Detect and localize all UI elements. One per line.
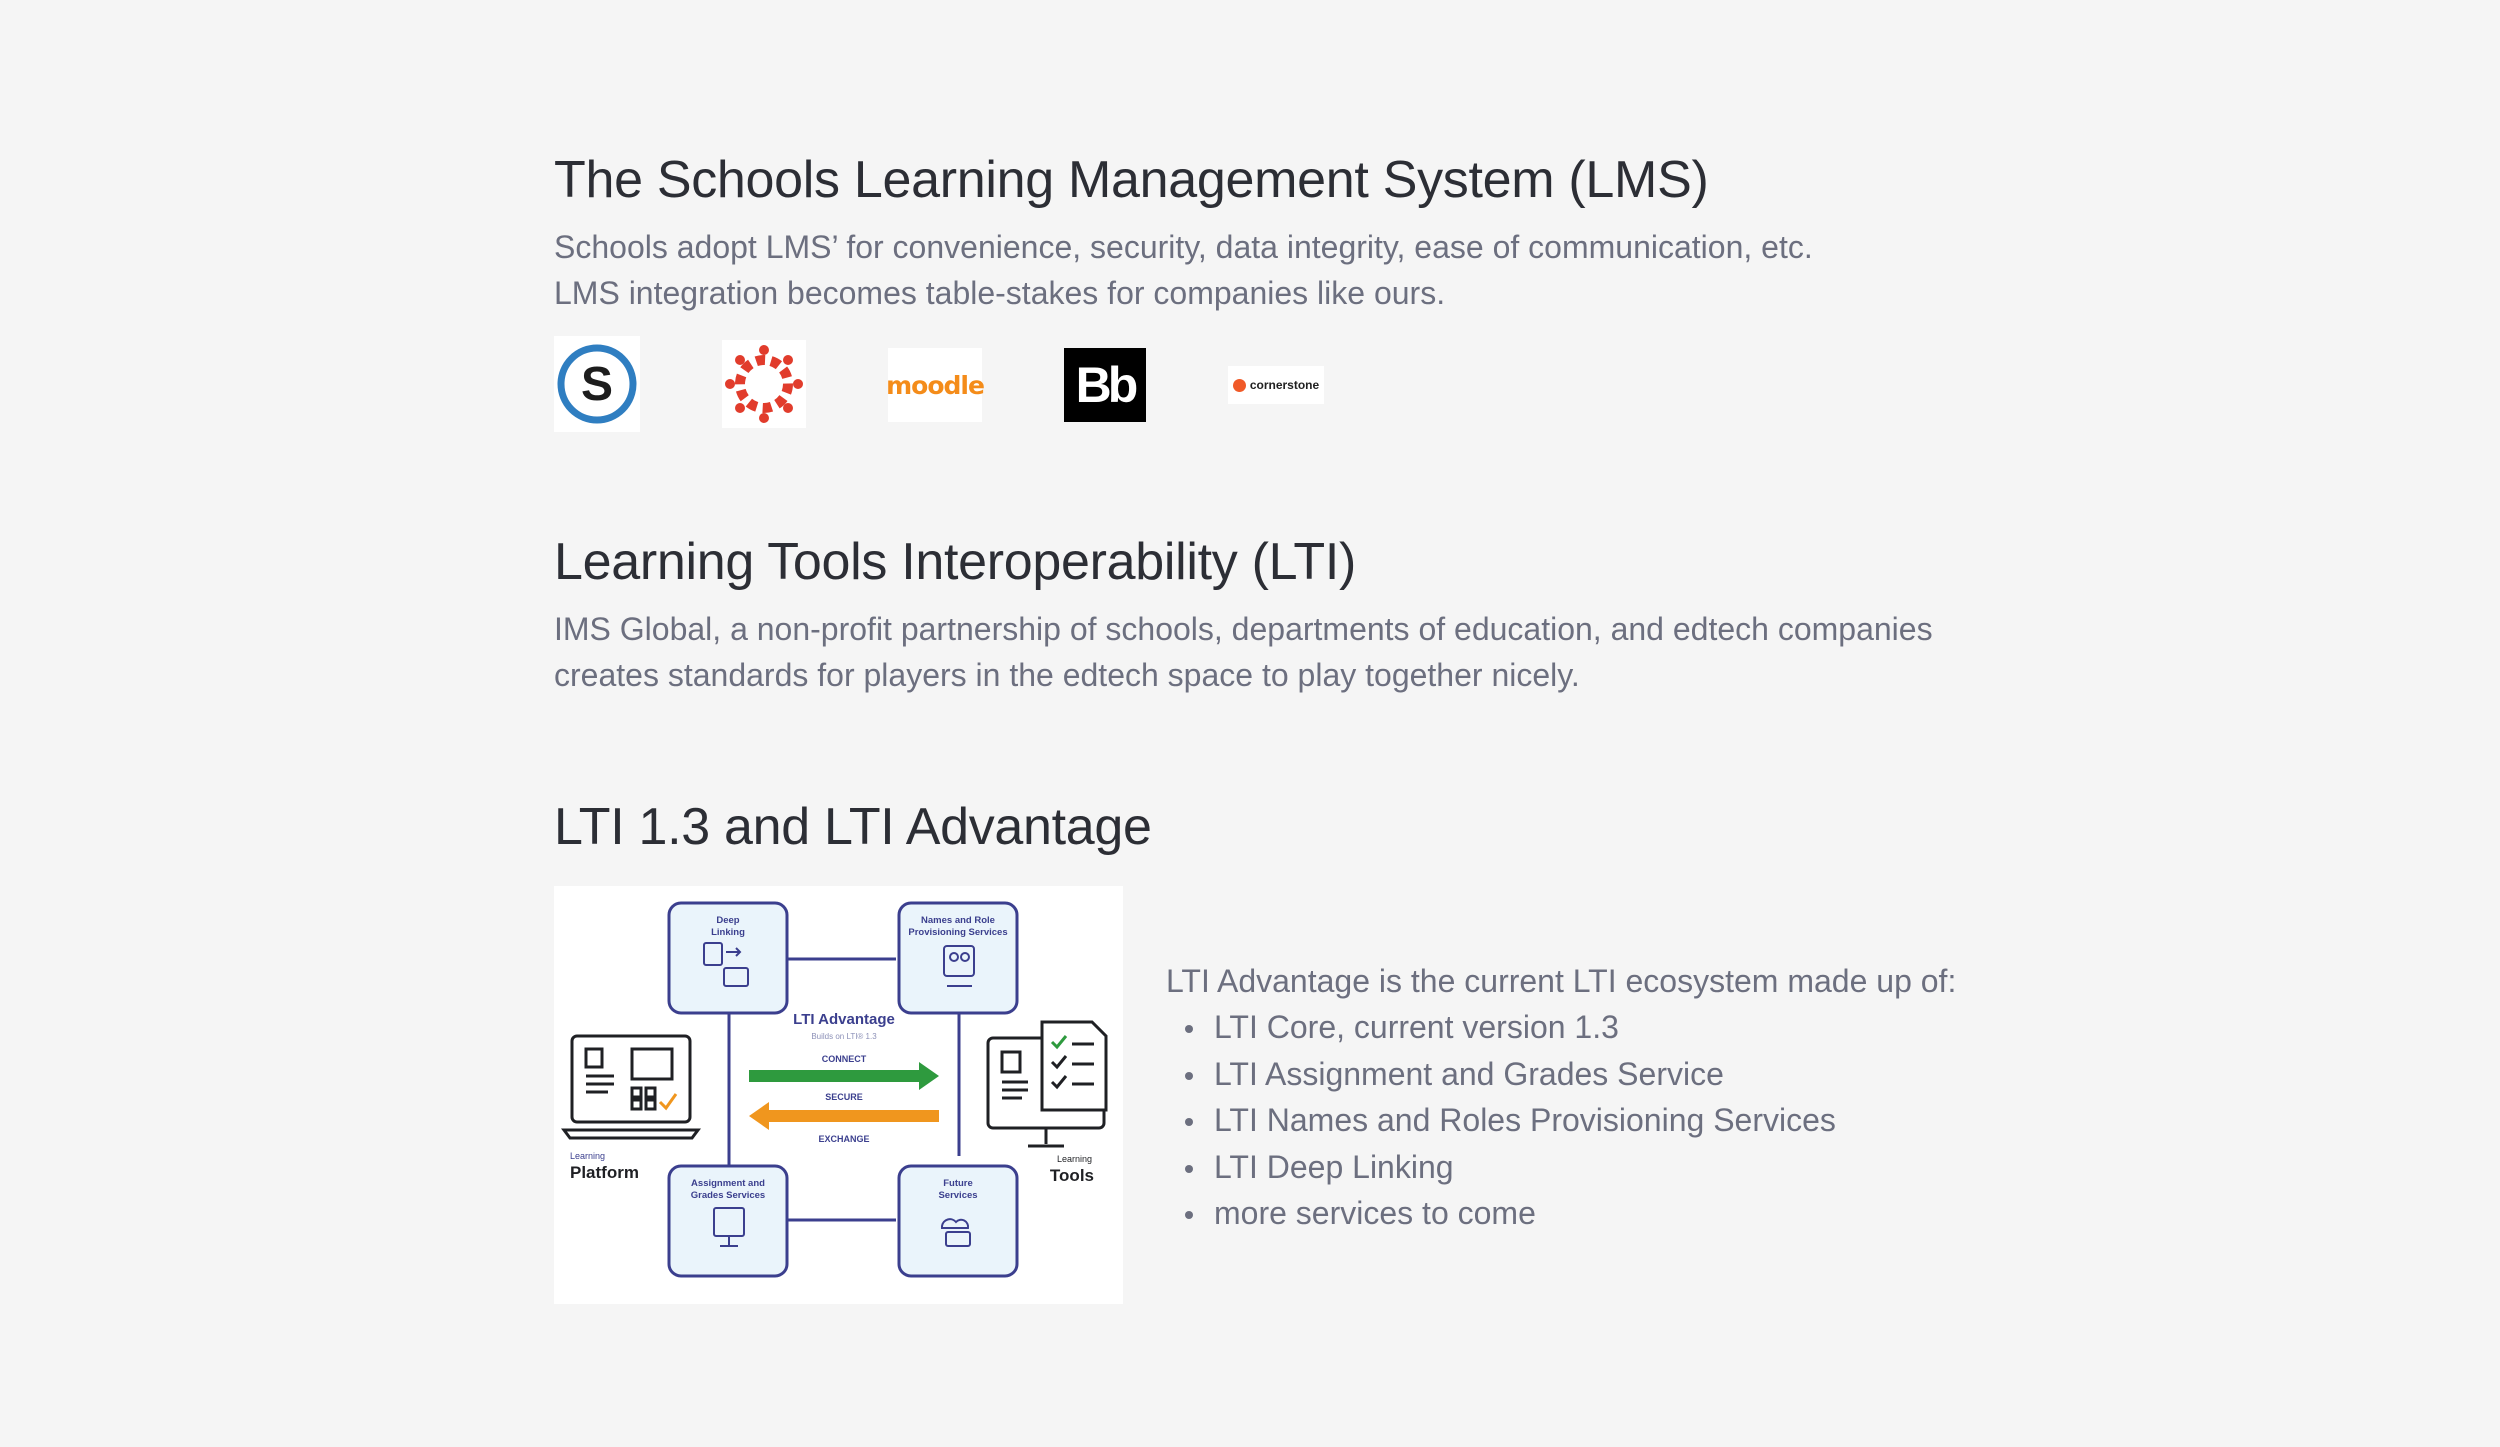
- blackboard-logo: [1064, 348, 1146, 422]
- advantage-heading: LTI 1.3 and LTI Advantage: [554, 798, 1152, 856]
- center-title: LTI Advantage: [793, 1011, 895, 1028]
- blackboard-wordmark: Bb: [1075, 357, 1135, 413]
- platform-small-label: Learning: [570, 1151, 606, 1161]
- advantage-list: [1180, 1004, 1836, 1237]
- orange-check-icon: [660, 1094, 676, 1108]
- lti-advantage-diagram: [554, 886, 1123, 1304]
- laptop-icon: [564, 1036, 698, 1138]
- list-item: LTI Core, current version 1.3: [1180, 1004, 1836, 1051]
- list-item: LTI Assignment and Grades Service: [1180, 1051, 1836, 1098]
- names-label-2: Provisioning Services: [908, 927, 1008, 938]
- tools-big-label: Tools: [1049, 1166, 1094, 1185]
- lti-heading: Learning Tools Interoperability (LTI): [554, 533, 1357, 591]
- list-item: more services to come: [1180, 1190, 1836, 1237]
- connect-label: CONNECT: [821, 1054, 867, 1064]
- lti-text-line-2: creates standards for players in the edtech space to play together nicely.: [554, 657, 1580, 693]
- list-item: LTI Names and Roles Provisioning Services: [1180, 1097, 1836, 1144]
- green-arrow-right-icon: [749, 1062, 939, 1090]
- cornerstone-dot-icon: [1233, 379, 1246, 392]
- schoology-logo: [554, 336, 640, 432]
- assign-label-2: Grades Services: [690, 1190, 766, 1201]
- assign-label-1: Assignment and: [691, 1178, 765, 1189]
- lms-heading: The Schools Learning Management System (LMS): [554, 151, 1709, 209]
- lti-text-line-1: IMS Global, a non-profit partnership of schools, departments of education, and edtech companies: [554, 611, 1933, 647]
- center-subtitle: Builds on LTI® 1.3: [811, 1032, 877, 1041]
- moodle-logo: [888, 348, 982, 422]
- moodle-wordmark: moodle: [886, 370, 984, 400]
- schoology-letter: S: [580, 358, 614, 411]
- names-label-1: Names and Role: [921, 915, 995, 926]
- tools-small-label: Learning: [1056, 1154, 1092, 1164]
- future-label-2: Services: [938, 1190, 978, 1201]
- cornerstone-logo: [1228, 366, 1324, 404]
- future-label-1: Future: [943, 1178, 973, 1189]
- platform-big-label: Platform: [570, 1163, 639, 1182]
- lms-text-line-1: Schools adopt LMS’ for convenience, security, data integrity, ease of communication, etc.: [554, 229, 1813, 265]
- deep-linking-label-1: Deep: [716, 915, 740, 926]
- deep-linking-label-2: Linking: [711, 927, 745, 938]
- orange-arrow-left-icon: [749, 1102, 939, 1130]
- secure-label: SECURE: [825, 1092, 863, 1102]
- list-item: LTI Deep Linking: [1180, 1144, 1836, 1191]
- canvas-logo: [722, 340, 806, 428]
- lms-text-line-2: LMS integration becomes table-stakes for companies like ours.: [554, 275, 1446, 311]
- cornerstone-wordmark: cornerstone: [1249, 378, 1320, 392]
- advantage-intro: LTI Advantage is the current LTI ecosystem made up of:: [1166, 963, 1957, 999]
- exchange-label: EXCHANGE: [818, 1134, 870, 1144]
